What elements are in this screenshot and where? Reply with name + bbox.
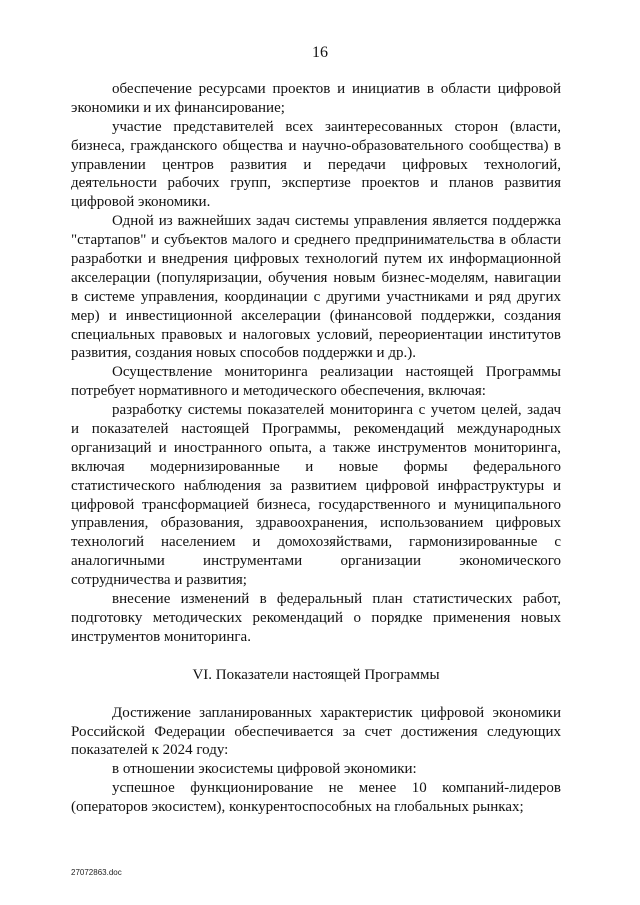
text-line: обеспечение ресурсами проектов и инициатив в области цифровой bbox=[112, 81, 561, 97]
text-line: цифровой трансформацией бизнеса, государственного и муниципального bbox=[71, 496, 561, 513]
text-line: мер) и инвестиционной акселерации (финансовой поддержки, создания bbox=[71, 307, 561, 324]
text-line: Достижение запланированных характеристик цифровой экономики bbox=[112, 704, 561, 721]
text-line: показателей к 2024 году: bbox=[71, 742, 229, 759]
text-line: "стартапов" и субъектов малого и среднего предпринимательства в области bbox=[71, 232, 561, 249]
text-line: развития, создания новых способов поддержки и др.). bbox=[71, 345, 416, 362]
text-line: Одной из важнейших задач системы управления является поддержка bbox=[112, 213, 561, 230]
text-line: акселерации (популяризации, обучения новым бизнес-моделям, навигации bbox=[71, 269, 561, 286]
paragraph bbox=[71, 590, 561, 647]
text-line: в системе управления, координации с другими участниками и ряд других bbox=[71, 288, 561, 305]
text-line: потребует нормативного и методического обеспечения, включая: bbox=[71, 383, 486, 400]
text-line: и показателей настоящей Программы, рекомендаций международных bbox=[71, 421, 561, 438]
text-line: бизнеса, гражданского общества и научно-образовательного сообщества) в bbox=[71, 137, 561, 154]
paragraph bbox=[71, 704, 561, 761]
text-line: Осуществление мониторинга реализации настоящей Программы bbox=[112, 364, 561, 381]
text-line: технологий населением и домохозяйствами, гармонизированные с bbox=[71, 534, 561, 551]
paragraph bbox=[71, 118, 561, 212]
text-line: включая модернизированные и новые формы федерального bbox=[71, 458, 561, 475]
text-line: экономики и их финансирование; bbox=[71, 99, 285, 116]
text-line: разработку системы показателей мониторинга с учетом целей, задач bbox=[112, 402, 561, 419]
text-line: Российской Федерации обеспечивается за счет достижения следующих bbox=[71, 723, 561, 740]
text-line: (операторов экосистем), конкурентоспособных на глобальных рынках; bbox=[71, 799, 524, 816]
document-body bbox=[71, 80, 561, 817]
text-line: специальных правовых и налоговых условий, переориентации институтов bbox=[71, 326, 561, 343]
text-line: сотрудничества и развития; bbox=[71, 572, 247, 589]
text-line: инструментов мониторинга. bbox=[71, 628, 251, 645]
text-line: внесение изменений в федеральный план статистических работ, bbox=[112, 591, 561, 608]
paragraph bbox=[71, 760, 561, 779]
text-line: в отношении экосистемы цифровой экономики: bbox=[112, 761, 417, 778]
paragraph bbox=[71, 401, 561, 590]
paragraph bbox=[71, 363, 561, 401]
text-line: деятельности рабочих групп, экспертизе проектов и планов развития bbox=[71, 175, 561, 192]
text-line: статистического наблюдения за развитием цифровой инфраструктуры и bbox=[71, 477, 561, 494]
text-line: организаций и иностранного опыта, а также инструментов мониторинга, bbox=[71, 439, 561, 456]
footer-filename: 27072863.doc bbox=[71, 868, 122, 877]
text-line: разработки и внедрения цифровых технологий путем их информационной bbox=[71, 251, 561, 268]
page-number: 16 bbox=[312, 44, 328, 61]
paragraph bbox=[71, 80, 561, 118]
text-line: цифровой экономики. bbox=[71, 194, 211, 211]
text-line: аналогичными инструментами организации экономического bbox=[71, 553, 561, 570]
section-heading: VI. Показатели настоящей Программы bbox=[192, 666, 440, 683]
text-line: подготовку методических рекомендаций о порядке применения новых bbox=[71, 609, 561, 626]
paragraph bbox=[71, 779, 561, 817]
text-line: управления, образования, здравоохранения, использованием цифровых bbox=[71, 515, 561, 532]
text-line: успешное функционирование не менее 10 компаний-лидеров bbox=[112, 780, 561, 797]
text-line: участие представителей всех заинтересованных сторон (власти, bbox=[112, 118, 561, 135]
paragraph bbox=[71, 212, 561, 363]
text-line: управлении центров развития и передачи цифровых технологий, bbox=[71, 156, 561, 173]
